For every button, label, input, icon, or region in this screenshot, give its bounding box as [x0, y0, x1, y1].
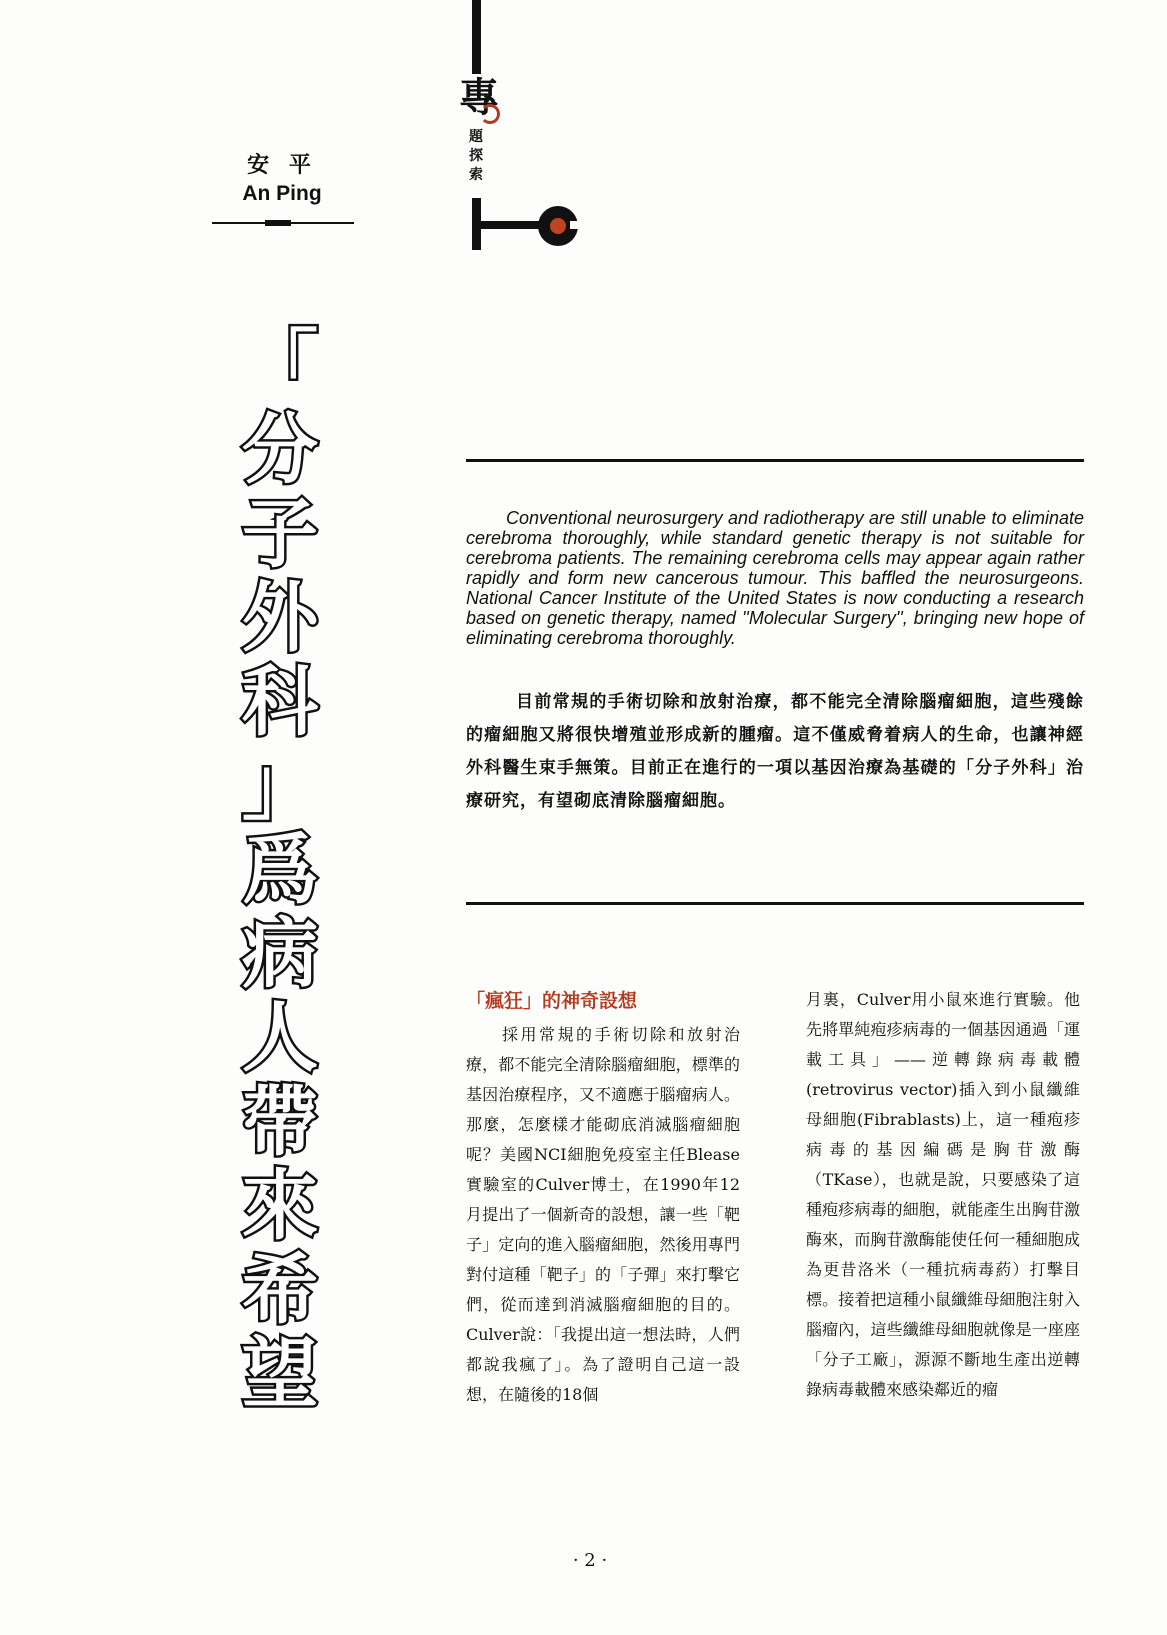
- author-name-english: An Ping: [242, 182, 322, 205]
- logo-h-cross: [472, 221, 540, 229]
- title-char: 外: [242, 573, 318, 662]
- author-rule-mark: [265, 220, 291, 226]
- title-char: 來: [242, 1161, 318, 1250]
- logo-c-inner: [550, 218, 566, 234]
- title-char: 希: [242, 1245, 318, 1334]
- section-marker-accent: [480, 104, 500, 124]
- logo-c-opening: [570, 221, 580, 229]
- author-name-chinese: 安 平: [247, 153, 317, 178]
- body-column-right: 月裏，Culver用小鼠來進行實驗。他先將單純疱疹病毒的一個基因通過「運載工具」——逆轉錄病毒載體(retrovirus vector)插入到小鼠纖維母細胞(Fibrablasts)上，這一種疱疹病毒的基因編碼是胸苷激酶（TKase），也就是說，只要感染了這種疱疹病毒的細胞，就能產生出胸苷激酶來，而胸苷激酶能使任何一種細胞成為更昔洛米（一種抗病毒葯）打擊目標。接着把這種小鼠纖維母細胞注射入腦瘤內，這些纖維母細胞就像是一座座「分子工廠」，源源不斷地生產出逆轉錄病毒載體來感染鄰近的瘤: [806, 990, 1080, 1399]
- section-marker-subtitle: 題探索: [469, 129, 483, 183]
- article-title: [230, 321, 330, 1418]
- title-char: 病: [242, 909, 318, 998]
- section-marker-char: 專: [459, 75, 499, 121]
- title-char: 」: [242, 741, 318, 830]
- title-char: 爲: [242, 825, 318, 914]
- body-column-left: 採用常規的手術切除和放射治療，都不能完全清除腦瘤細胞，標準的基因治療程序，又不適應于腦瘤病人。那麼，怎麼樣才能砌底消滅腦瘤細胞呢？美國NCI細胞免疫室主任Blease實驗室的Culver博士，在1990年12月提出了一個新奇的設想，讓一些「靶子」定向的進入腦瘤細胞，然後用專門對付這種「靶子」的「子彈」來打擊它們，從而達到消滅腦瘤細胞的目的。Culver說：「我提出這一想法時，人們都說我瘋了」。為了證明自己這一設想，在隨後的18個: [466, 1025, 740, 1404]
- abstract-chinese: 目前常規的手術切除和放射治療，都不能完全清除腦瘤細胞，這些殘餘的瘤細胞又將很快增殖並形成新的腫瘤。這不僅威脅着病人的生命，也讓神經外科醫生束手無策。目前正在進行的一項以基因治療為基礎的「分子外科」治療研究，有望砌底清除腦瘤細胞。: [466, 692, 1084, 811]
- title-char: 帶: [242, 1077, 318, 1166]
- title-char: 「: [242, 321, 318, 410]
- page-number: · 2 ·: [572, 1550, 608, 1571]
- abstract-top-rule: [466, 459, 1084, 462]
- title-char: 人: [242, 993, 318, 1082]
- title-char: 子: [242, 489, 318, 578]
- title-char: 分: [242, 405, 318, 494]
- abstract-bottom-rule: [466, 902, 1084, 905]
- title-char: 科: [242, 657, 318, 746]
- abstract-english: Conventional neurosurgery and radiotherapy are still unable to eliminate cerebroma thoroughly, while standard genetic therapy is not suitable for cerebroma patients. The remaining cerebroma cells may appear again rather rapidly and form new cancerous tumour. This baffled the neurosurgeons. National Cancer Institute of the United States is now conducting a research based on genetic therapy, named ''Molecular Surgery'', bringing new hope of eliminating cerebroma thoroughly.: [466, 508, 1084, 648]
- section-marker-bar-top: [472, 0, 481, 74]
- title-char: 望: [242, 1329, 318, 1418]
- section-heading: 「瘋狂」的神奇設想: [466, 990, 638, 1012]
